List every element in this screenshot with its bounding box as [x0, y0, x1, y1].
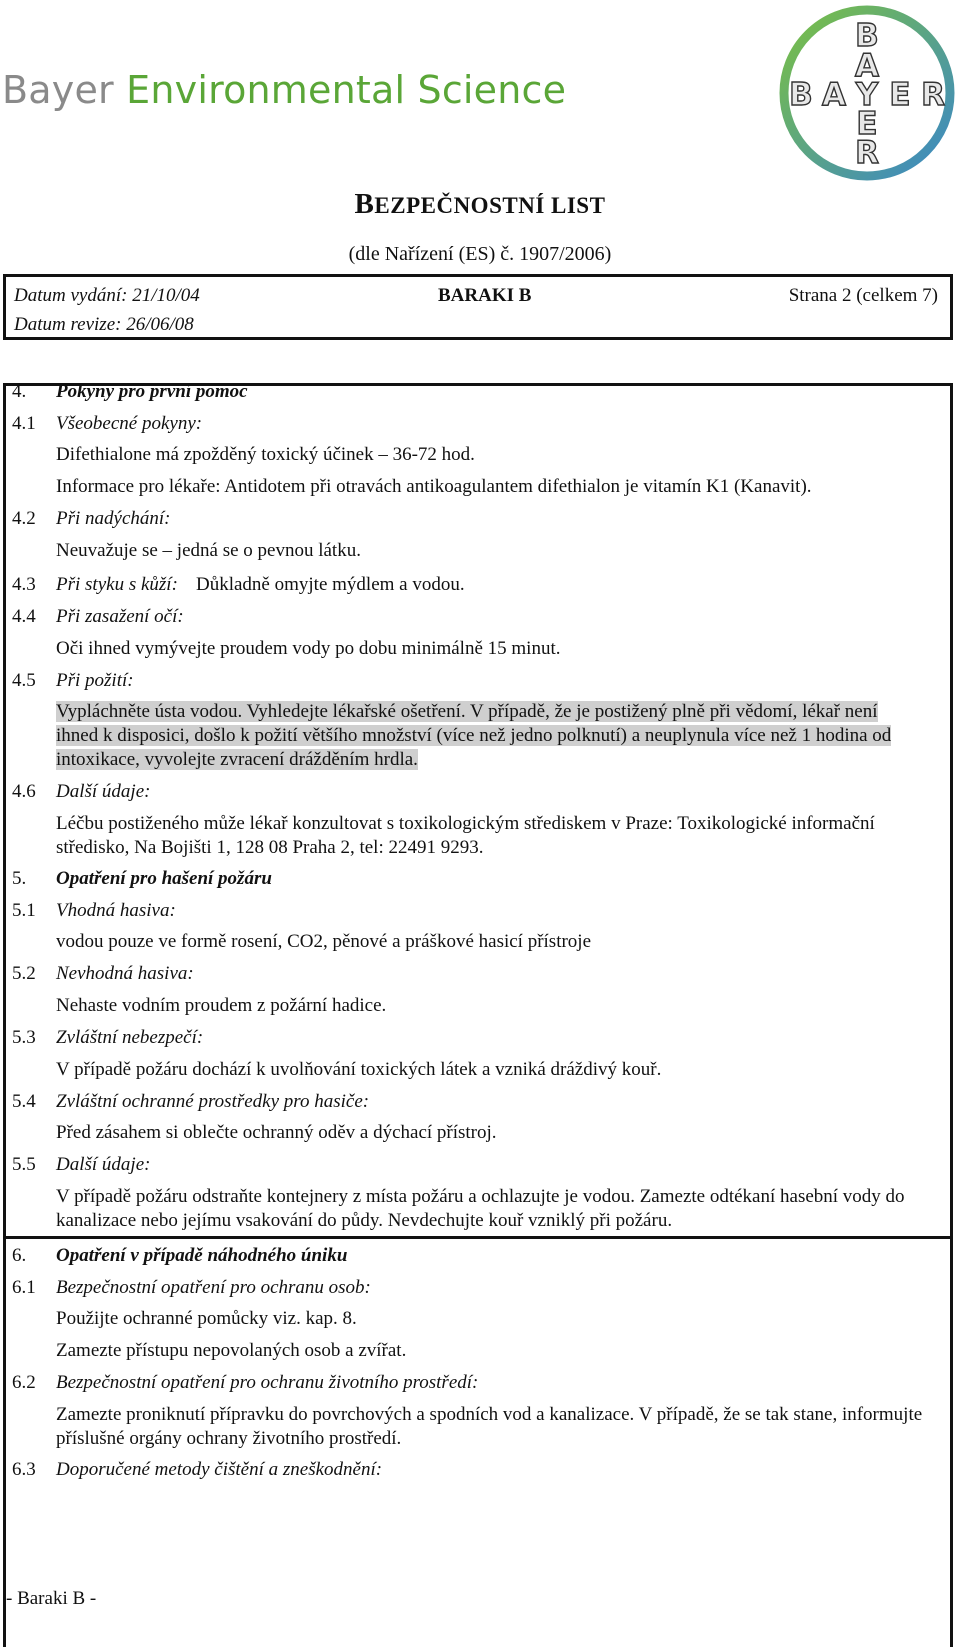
- section-4-5-text: [56, 700, 914, 772]
- section-4-3-number: 4.3: [12, 574, 36, 595]
- section-5-heading: Opatření pro hašení požáru: [56, 868, 272, 889]
- page-number: Strana 2 (celkem 7): [788, 285, 938, 306]
- document-title: BEZPEČNOSTNÍ LIST: [354, 188, 606, 220]
- section-5-5-number: 5.5: [12, 1154, 36, 1175]
- section-5-5-text: V případě požáru odstraňte kontejnery z místa požáru a ochlazujte je vodou. Zamezte odtékaní hasební vody do kanalizace nebo jejímu vsakování do půdy. Nevdechujte kouř vzniklý při požáru.: [56, 1186, 905, 1231]
- section-4-2-text: Neuvažuje se – jedná se o pevnou látku.: [56, 540, 361, 561]
- section-6-3-heading: Doporučené metody čištění a zneškodnění:: [56, 1459, 383, 1480]
- section-5-1-number: 5.1: [12, 900, 36, 921]
- section-6-2-heading: Bezpečnostní opatření pro ochranu životního prostředí:: [56, 1372, 479, 1393]
- section-4-3-heading: Při styku s kůží:: [56, 574, 178, 595]
- section-4-4-number: 4.4: [12, 606, 36, 627]
- section-4-2-heading: Při nadýchání:: [56, 508, 171, 529]
- section-5-3-text: V případě požáru dochází k uvolňování toxických látek a vzniká dráždivý kouř.: [56, 1059, 662, 1080]
- section-4-1-text-2: Informace pro lékaře: Antidotem při otravách antikoagulantem difethialon je vitamín K1 (Kanavit).: [56, 476, 812, 497]
- svg-text:R: R: [855, 135, 879, 171]
- section-4-1-number: 4.1: [12, 413, 36, 434]
- svg-text:E: E: [889, 77, 911, 113]
- section-4-heading: Pokyny pro první pomoc: [56, 381, 248, 402]
- brand-bayer: Bayer: [2, 68, 114, 112]
- revision-date: Datum revize: 26/06/08: [14, 314, 194, 335]
- section-5-number: 5.: [12, 868, 27, 889]
- section-6-1-text-2: Zamezte přístupu nepovolaných osob a zvířat.: [56, 1340, 407, 1361]
- section-4-6-text: Léčbu postiženého může lékař konzultovat s toxikologickým střediskem v Praze: Toxikologické informační středisko, Na Bojišti 1, 128 08 Praha 2, tel: 22491 9293.: [56, 813, 875, 858]
- section-5-4-heading: Zvláštní ochranné prostředky pro hasiče:: [56, 1091, 370, 1112]
- section-5-3-number: 5.3: [12, 1027, 36, 1048]
- svg-text:E: E: [856, 106, 878, 142]
- section-6-2-number: 6.2: [12, 1372, 36, 1393]
- section-4-4-text: Oči ihned vymývejte proudem vody po dobu minimálně 15 minut.: [56, 638, 561, 659]
- svg-text:B: B: [789, 77, 813, 113]
- bayer-cross-logo: [778, 4, 956, 182]
- section-4-3-text: Důkladně omyjte mýdlem a vodou.: [196, 574, 465, 595]
- section-6-heading: Opatření v případě náhodného úniku: [56, 1245, 348, 1266]
- issue-date: Datum vydání: 21/10/04: [14, 285, 200, 306]
- section-5-2-heading: Nevhodná hasiva:: [56, 963, 194, 984]
- brand-environmental-science: Environmental Science: [126, 68, 567, 112]
- header-info-box: [3, 274, 953, 340]
- section-divider: [3, 1236, 953, 1239]
- section-4-1-heading: Všeobecné pokyny:: [56, 413, 203, 434]
- section-6-1-heading: Bezpečnostní opatření pro ochranu osob:: [56, 1277, 371, 1298]
- product-name: BARAKI B: [438, 285, 532, 306]
- page-footer: - Baraki B -: [6, 1588, 97, 1609]
- section-4-1-text-1: Difethialone má zpožděný toxický účinek – 36-72 hod.: [56, 444, 475, 465]
- section-4-number: 4.: [12, 381, 27, 402]
- highlighted-text: Vypláchněte ústa vodou. Vyhledejte lékařské ošetření. V případě, že je postižený plně při vědomí, lékař není ihned k disposici, došlo k požití většího množství (více než jedno polknutí) a neuplynula více než 1 hodina od intoxikace, vyvolejte zvracení drážděním hrdla.: [56, 701, 892, 770]
- svg-text:Y: Y: [855, 77, 879, 113]
- section-6-2-text: Zamezte proniknutí přípravku do povrchových a spodních vod a kanalizace. V případě, že se tak stane, informujte příslušné orgány ochrany životního prostředí.: [56, 1404, 923, 1449]
- section-6-3-number: 6.3: [12, 1459, 36, 1480]
- svg-text:A: A: [855, 48, 879, 84]
- section-6-number: 6.: [12, 1245, 27, 1266]
- section-5-4-number: 5.4: [12, 1091, 36, 1112]
- section-5-2-number: 5.2: [12, 963, 36, 984]
- svg-text:R: R: [921, 77, 945, 113]
- section-5-3-heading: Zvláštní nebezpečí:: [56, 1027, 204, 1048]
- section-6-1-text-1: Použijte ochranné pomůcky viz. kap. 8.: [56, 1308, 357, 1329]
- document-subtitle: (dle Nařízení (ES) č. 1907/2006): [348, 243, 612, 265]
- section-4-2-number: 4.2: [12, 508, 36, 529]
- section-5-4-text: Před zásahem si oblečte ochranný oděv a dýchací přístroj.: [56, 1122, 497, 1143]
- section-4-6-number: 4.6: [12, 781, 36, 802]
- section-4-5-heading: Při požití:: [56, 670, 134, 691]
- brand-name: [2, 68, 566, 112]
- section-5-2-text: Nehaste vodním proudem z požární hadice.: [56, 995, 387, 1016]
- section-5-1-heading: Vhodná hasiva:: [56, 900, 176, 921]
- section-6-1-number: 6.1: [12, 1277, 36, 1298]
- section-4-5-number: 4.5: [12, 670, 36, 691]
- section-4-6-heading: Další údaje:: [56, 781, 151, 802]
- section-5-1-text: vodou pouze ve formě rosení, CO2, pěnové a práškové hasicí přístroje: [56, 931, 592, 952]
- svg-text:B: B: [855, 18, 879, 54]
- svg-text:A: A: [822, 77, 846, 113]
- section-5-5-heading: Další údaje:: [56, 1154, 151, 1175]
- section-4-4-heading: Při zasažení očí:: [56, 606, 184, 627]
